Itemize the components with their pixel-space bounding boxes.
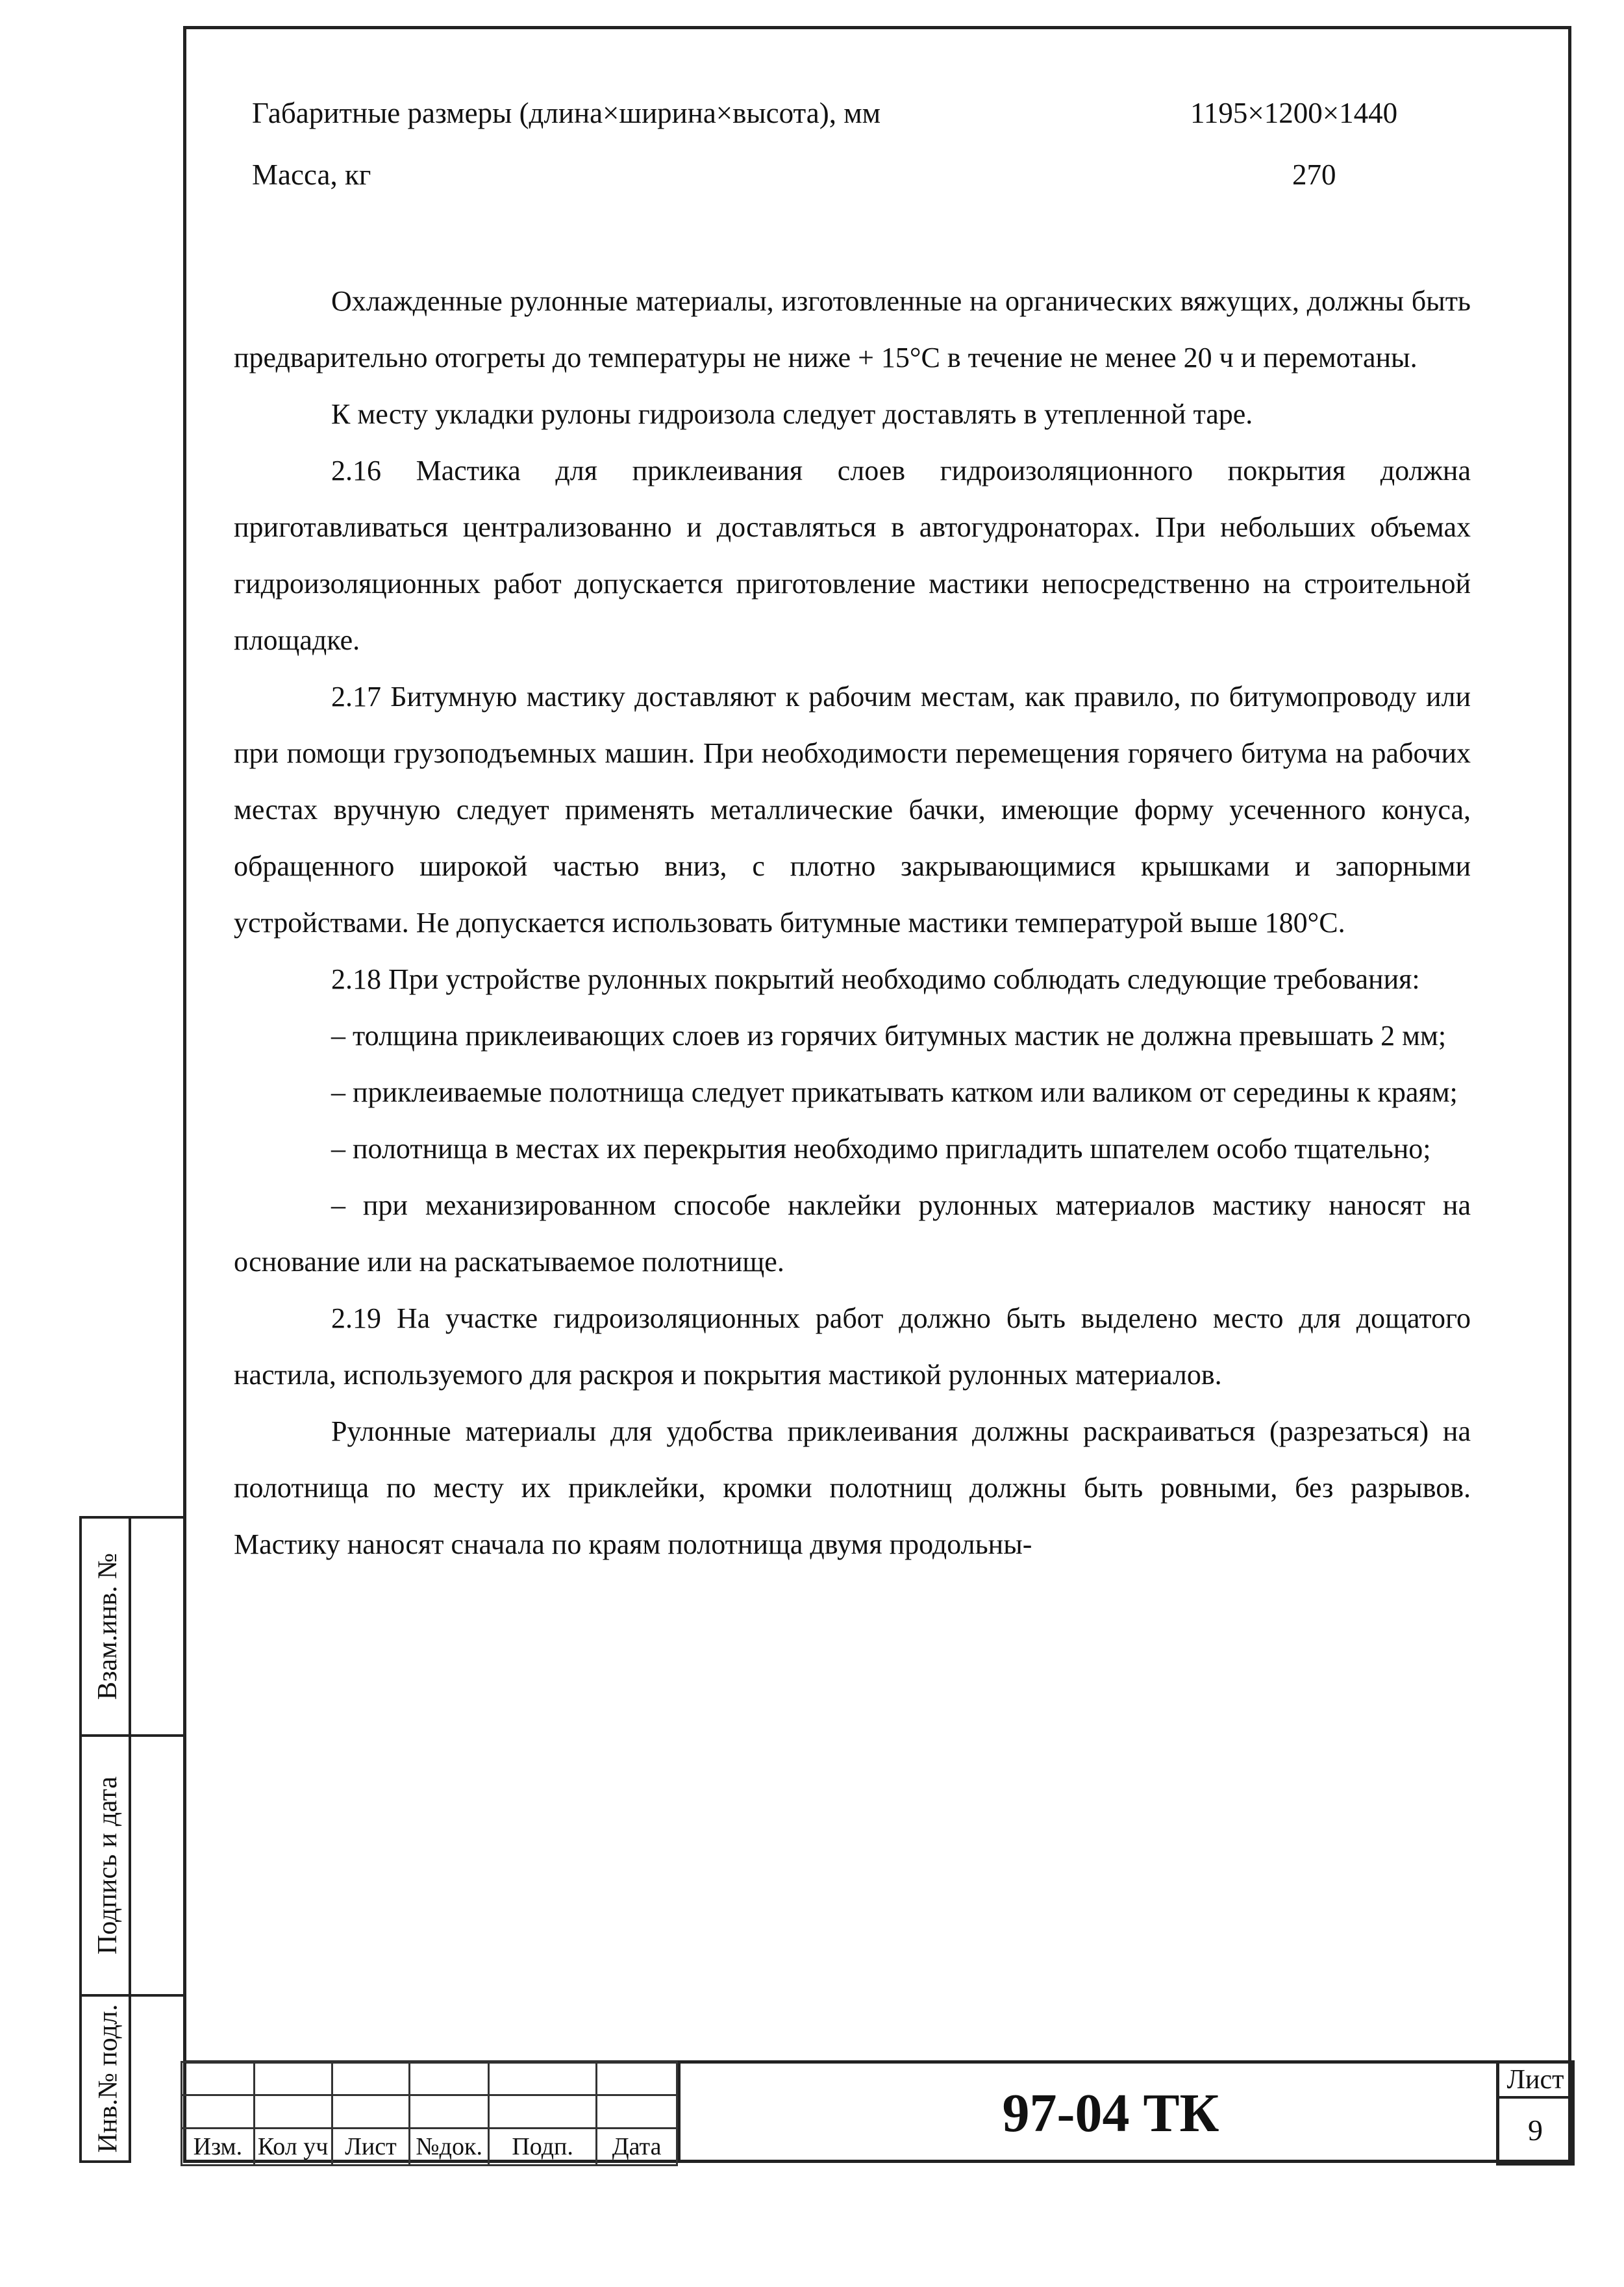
paragraph: Охлажденные рулонные материалы, изготовленные на органических вяжущих, должны быть предварительно отогреты до температуры не ниже + 15°С в течение не менее 20 ч и перемотаны. — [234, 285, 1471, 373]
title-block — [183, 2060, 1571, 2163]
paragraph: 2.17 Битумную мастику доставляют к рабочим местам, как правило, по битумопроводу или при помощи грузоподъемных машин. При необходимости перемещения горячего битума на рабочих местах вручную следует применять металлические бачки, имеющие форму усеченного конуса, обращенного широкой частью вниз, с плотно закрывающимися крышками и запорными устройствами. Не допускается использовать битумные мастики температурой выше 180°С. — [234, 681, 1471, 939]
list-item: – полотнища в местах их перекрытия необходимо пригладить шпателем особо тщательно; — [331, 1133, 1431, 1165]
col-izm: Изм. — [182, 2128, 255, 2165]
divider — [131, 1734, 183, 1737]
spec-value: 1195×1200×1440 — [1190, 97, 1398, 129]
sheet-number: 9 — [1528, 2114, 1543, 2147]
sheet-box — [1496, 2060, 1575, 2166]
paragraph: 2.18 При устройстве рулонных покрытий необходимо соблюдать следующие требования: — [331, 963, 1420, 995]
paragraph: 2.19 На участке гидроизоляционных работ должно быть выделено место для дощатого настила, используемого для раскроя и покрытия мастикой рулонных материалов. — [234, 1302, 1471, 1391]
stamp-inv — [79, 1994, 131, 2163]
spec-label: Масса, кг — [252, 158, 371, 191]
revision-table — [181, 2061, 678, 2166]
stamp-vzam — [79, 1516, 131, 1737]
paragraph: К месту укладки рулоны гидроизола следует доставлять в утепленной таре. — [331, 398, 1253, 430]
stamp-podpis-label: Подпись и дата — [93, 1776, 123, 1955]
stamp-podpis — [79, 1734, 131, 1997]
spec-row-dimensions — [234, 84, 1471, 146]
spec-row-mass — [234, 146, 1471, 208]
sheet-label: Лист — [1499, 2064, 1571, 2099]
col-data: Дата — [597, 2128, 677, 2165]
col-ndok: №док. — [410, 2128, 489, 2165]
stamp-vzam-field — [131, 1516, 183, 1737]
spec-label: Габаритные размеры (длина×ширина×высота), мм — [252, 97, 881, 129]
col-list: Лист — [332, 2128, 410, 2165]
list-item: – при механизированном способе наклейки рулонных материалов мастику наносят на основание или на раскатываемое полотнище. — [234, 1189, 1471, 1278]
spec-value: 270 — [1292, 158, 1336, 191]
col-kol-uch: Кол уч — [254, 2128, 332, 2165]
list-item: – приклеиваемые полотнища следует прикатывать катком или валиком от середины к краям; — [331, 1076, 1458, 1108]
document-code: 97-04 ТК — [678, 2064, 1541, 2163]
side-stamp-column — [79, 1516, 183, 2163]
paragraph: 2.16 Мастика для приклеивания слоев гидроизоляционного покрытия должна приготавливаться централизованно и доставляться в автогудронаторах. При небольших объемах гидроизоляционных работ допускается приготовление мастики непосредственно на строительной площадке. — [234, 455, 1471, 656]
col-podp: Подп. — [489, 2128, 597, 2165]
list-item: – толщина приклеивающих слоев из горячих битумных мастик не должна превышать 2 мм; — [331, 1020, 1447, 1052]
stamp-inv-label: Инв.№ подл. — [93, 2004, 123, 2153]
document-body — [234, 84, 1471, 1573]
paragraphs — [234, 273, 1471, 1573]
paragraph: Рулонные материалы для удобства приклеивания должны раскраиваться (разрезаться) на полотнища по месту их приклейки, кромки полотнищ должны быть ровными, без разрывов. Мастику наносят сначала по краям полотнища двумя продольны- — [234, 1415, 1471, 1560]
divider — [131, 1994, 183, 1997]
stamp-vzam-label: Взам.инв. № — [93, 1552, 123, 1700]
